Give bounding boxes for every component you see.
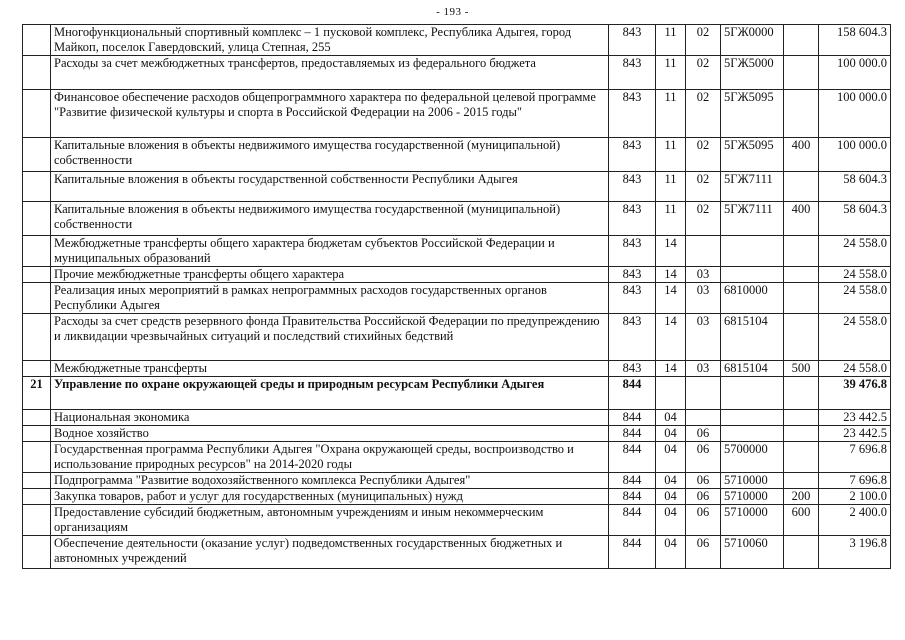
expense-type-code-cell: 500	[784, 361, 819, 377]
amount-cell: 7 696.8	[819, 442, 891, 473]
department-code-cell: 844	[609, 505, 656, 536]
section-code-cell: 04	[656, 426, 686, 442]
target-item-code-cell	[721, 267, 784, 283]
table-row	[23, 236, 891, 267]
department-code-cell: 843	[609, 172, 656, 202]
amount-cell: 158 604.3	[819, 25, 891, 56]
department-code-cell: 843	[609, 361, 656, 377]
department-code-cell: 843	[609, 283, 656, 314]
target-item-code-cell	[721, 410, 784, 426]
department-code-cell: 844	[609, 442, 656, 473]
row-number-cell	[23, 426, 51, 442]
amount-cell: 2 400.0	[819, 505, 891, 536]
expense-type-code-cell	[784, 56, 819, 90]
target-item-code-cell: 5ГЖ5095	[721, 138, 784, 172]
row-name-cell: Реализация иных мероприятий в рамках непрограммных расходов государственных органов Республики Адыгея	[51, 283, 609, 314]
subsection-code-cell	[686, 236, 721, 267]
amount-cell: 2 100.0	[819, 489, 891, 505]
section-code-cell	[656, 377, 686, 410]
row-number-cell	[23, 25, 51, 56]
row-name-cell: Расходы за счет средств резервного фонда Правительства Российской Федерации по предупреждению и ликвидации чрезвычайных ситуаций и последствий стихийных бедствий	[51, 314, 609, 361]
target-item-code-cell: 6810000	[721, 283, 784, 314]
row-name-cell: Расходы за счет межбюджетных трансфертов, предоставляемых из федерального бюджета	[51, 56, 609, 90]
subsection-code-cell: 02	[686, 202, 721, 236]
expense-type-code-cell	[784, 536, 819, 569]
target-item-code-cell: 5ГЖ5000	[721, 56, 784, 90]
subsection-code-cell: 06	[686, 489, 721, 505]
row-name-cell: Управление по охране окружающей среды и природным ресурсам Республики Адыгея	[51, 377, 609, 410]
budget-table	[22, 24, 891, 569]
table-row	[23, 361, 891, 377]
table-row	[23, 56, 891, 90]
section-code-cell: 11	[656, 138, 686, 172]
expense-type-code-cell	[784, 236, 819, 267]
subsection-code-cell: 06	[686, 505, 721, 536]
subsection-code-cell: 02	[686, 90, 721, 138]
section-code-cell: 14	[656, 314, 686, 361]
amount-cell: 3 196.8	[819, 536, 891, 569]
subsection-code-cell: 02	[686, 172, 721, 202]
page-number: - 193 -	[436, 6, 469, 18]
amount-cell: 39 476.8	[819, 377, 891, 410]
target-item-code-cell	[721, 236, 784, 267]
row-number-cell	[23, 505, 51, 536]
subsection-code-cell: 02	[686, 25, 721, 56]
target-item-code-cell: 5710000	[721, 505, 784, 536]
section-code-cell: 11	[656, 202, 686, 236]
target-item-code-cell	[721, 377, 784, 410]
target-item-code-cell: 5ГЖ7111	[721, 172, 784, 202]
row-number-cell	[23, 283, 51, 314]
department-code-cell: 843	[609, 90, 656, 138]
row-name-cell: Подпрограмма "Развитие водохозяйственного комплекса Республики Адыгея"	[51, 473, 609, 489]
row-number-cell	[23, 172, 51, 202]
target-item-code-cell: 5710000	[721, 473, 784, 489]
target-item-code-cell: 6815104	[721, 361, 784, 377]
department-code-cell: 843	[609, 314, 656, 361]
expense-type-code-cell	[784, 473, 819, 489]
section-code-cell: 14	[656, 267, 686, 283]
section-code-cell: 11	[656, 56, 686, 90]
expense-type-code-cell	[784, 172, 819, 202]
amount-cell: 24 558.0	[819, 236, 891, 267]
expense-type-code-cell	[784, 377, 819, 410]
row-number-cell	[23, 442, 51, 473]
table-row	[23, 505, 891, 536]
table-row	[23, 442, 891, 473]
subsection-code-cell: 06	[686, 473, 721, 489]
table-row	[23, 25, 891, 56]
table-row	[23, 267, 891, 283]
expense-type-code-cell	[784, 314, 819, 361]
expense-type-code-cell	[784, 442, 819, 473]
section-code-cell: 04	[656, 489, 686, 505]
row-number-cell	[23, 138, 51, 172]
row-name-cell: Капитальные вложения в объекты государственной собственности Республики Адыгея	[51, 172, 609, 202]
department-code-cell: 843	[609, 202, 656, 236]
subsection-code-cell	[686, 410, 721, 426]
department-code-cell: 844	[609, 377, 656, 410]
target-item-code-cell: 5710060	[721, 536, 784, 569]
row-name-cell: Закупка товаров, работ и услуг для государственных (муниципальных) нужд	[51, 489, 609, 505]
amount-cell: 7 696.8	[819, 473, 891, 489]
amount-cell: 100 000.0	[819, 56, 891, 90]
row-name-cell: Межбюджетные трансферты	[51, 361, 609, 377]
subsection-code-cell: 03	[686, 314, 721, 361]
row-name-cell: Межбюджетные трансферты общего характера бюджетам субъектов Российской Федерации и муниципальных образований	[51, 236, 609, 267]
department-code-cell: 844	[609, 410, 656, 426]
row-name-cell: Обеспечение деятельности (оказание услуг) подведомственных государственных бюджетных и автономных учреждений	[51, 536, 609, 569]
amount-cell: 23 442.5	[819, 426, 891, 442]
expense-type-code-cell: 400	[784, 138, 819, 172]
department-code-cell: 844	[609, 426, 656, 442]
section-code-cell: 11	[656, 90, 686, 138]
table-row	[23, 489, 891, 505]
section-code-cell: 04	[656, 442, 686, 473]
amount-cell: 58 604.3	[819, 172, 891, 202]
target-item-code-cell: 5700000	[721, 442, 784, 473]
amount-cell: 58 604.3	[819, 202, 891, 236]
subsection-code-cell: 03	[686, 267, 721, 283]
amount-cell: 24 558.0	[819, 314, 891, 361]
table-row	[23, 377, 891, 410]
table-row	[23, 283, 891, 314]
row-number-cell	[23, 314, 51, 361]
department-code-cell: 844	[609, 489, 656, 505]
row-name-cell: Государственная программа Республики Адыгея "Охрана окружающей среды, воспроизводство и использование природных ресурсов" на 2014-2020 годы	[51, 442, 609, 473]
target-item-code-cell: 5710000	[721, 489, 784, 505]
row-number-cell	[23, 202, 51, 236]
table-row	[23, 172, 891, 202]
section-code-cell: 04	[656, 473, 686, 489]
row-name-cell: Прочие межбюджетные трансферты общего характера	[51, 267, 609, 283]
section-code-cell: 14	[656, 236, 686, 267]
section-code-cell: 04	[656, 536, 686, 569]
row-number-cell	[23, 90, 51, 138]
row-number-cell: 21	[23, 377, 51, 410]
table-row	[23, 90, 891, 138]
expense-type-code-cell	[784, 90, 819, 138]
expense-type-code-cell: 600	[784, 505, 819, 536]
table-body	[23, 25, 891, 569]
table-row	[23, 202, 891, 236]
row-number-cell	[23, 56, 51, 90]
expense-type-code-cell	[784, 410, 819, 426]
expense-type-code-cell	[784, 283, 819, 314]
amount-cell: 24 558.0	[819, 267, 891, 283]
table-row	[23, 138, 891, 172]
row-name-cell: Капитальные вложения в объекты недвижимого имущества государственной (муниципальной) собственности	[51, 202, 609, 236]
subsection-code-cell: 02	[686, 138, 721, 172]
amount-cell: 100 000.0	[819, 138, 891, 172]
amount-cell: 100 000.0	[819, 90, 891, 138]
department-code-cell: 843	[609, 236, 656, 267]
amount-cell: 24 558.0	[819, 283, 891, 314]
department-code-cell: 843	[609, 138, 656, 172]
subsection-code-cell	[686, 377, 721, 410]
row-number-cell	[23, 536, 51, 569]
subsection-code-cell: 03	[686, 283, 721, 314]
section-code-cell: 14	[656, 361, 686, 377]
table-row	[23, 536, 891, 569]
section-code-cell: 14	[656, 283, 686, 314]
subsection-code-cell: 06	[686, 442, 721, 473]
target-item-code-cell	[721, 426, 784, 442]
row-number-cell	[23, 361, 51, 377]
row-number-cell	[23, 473, 51, 489]
section-code-cell: 04	[656, 505, 686, 536]
row-name-cell: Национальная экономика	[51, 410, 609, 426]
target-item-code-cell: 5ГЖ5095	[721, 90, 784, 138]
table-row	[23, 314, 891, 361]
department-code-cell: 844	[609, 536, 656, 569]
target-item-code-cell: 6815104	[721, 314, 784, 361]
department-code-cell: 843	[609, 56, 656, 90]
table-row	[23, 410, 891, 426]
row-name-cell: Капитальные вложения в объекты недвижимого имущества государственной (муниципальной) собственности	[51, 138, 609, 172]
expense-type-code-cell: 200	[784, 489, 819, 505]
section-code-cell: 11	[656, 25, 686, 56]
row-number-cell	[23, 267, 51, 283]
section-code-cell: 04	[656, 410, 686, 426]
row-number-cell	[23, 410, 51, 426]
subsection-code-cell: 06	[686, 536, 721, 569]
amount-cell: 23 442.5	[819, 410, 891, 426]
expense-type-code-cell	[784, 426, 819, 442]
subsection-code-cell: 06	[686, 426, 721, 442]
row-number-cell	[23, 489, 51, 505]
table-row	[23, 473, 891, 489]
department-code-cell: 844	[609, 473, 656, 489]
target-item-code-cell: 5ГЖ7111	[721, 202, 784, 236]
department-code-cell: 843	[609, 267, 656, 283]
amount-cell: 24 558.0	[819, 361, 891, 377]
row-name-cell: Многофункциональный спортивный комплекс – 1 пусковой комплекс, Республика Адыгея, город Майкоп, поселок Гавердовский, улица Степная, 255	[51, 25, 609, 56]
row-name-cell: Водное хозяйство	[51, 426, 609, 442]
department-code-cell: 843	[609, 25, 656, 56]
row-name-cell: Финансовое обеспечение расходов общепрограммного характера по федеральной целевой программе "Развитие физической культуры и спорта в Российской Федерации на 2006 - 2015 годы"	[51, 90, 609, 138]
row-name-cell: Предоставление субсидий бюджетным, автономным учреждениям и иным некоммерческим организациям	[51, 505, 609, 536]
expense-type-code-cell: 400	[784, 202, 819, 236]
subsection-code-cell: 03	[686, 361, 721, 377]
section-code-cell: 11	[656, 172, 686, 202]
row-number-cell	[23, 236, 51, 267]
subsection-code-cell: 02	[686, 56, 721, 90]
target-item-code-cell: 5ГЖ0000	[721, 25, 784, 56]
table-row	[23, 426, 891, 442]
expense-type-code-cell	[784, 267, 819, 283]
expense-type-code-cell	[784, 25, 819, 56]
